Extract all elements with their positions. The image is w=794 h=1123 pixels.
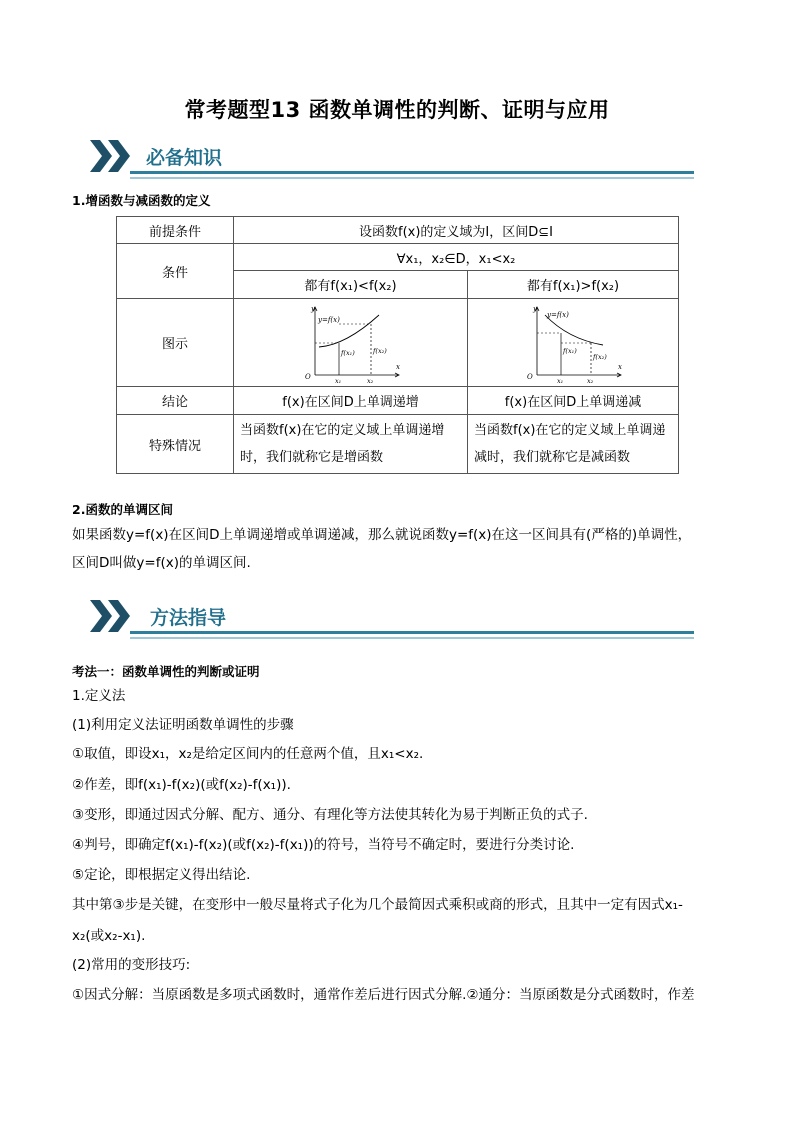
graph-label: 图示 (117, 299, 234, 387)
double-chevron-icon (88, 136, 138, 176)
increasing-function-graph (301, 303, 401, 383)
condition-increasing: 都有f(x₁)<f(x₂) (234, 271, 468, 299)
graph-decreasing-cell (468, 299, 679, 387)
svg-text:x₂: x₂ (587, 376, 594, 383)
svg-text:y: y (310, 304, 315, 313)
svg-text:x: x (395, 362, 400, 371)
section-heading-2: 2.函数的单调区间 (72, 502, 173, 517)
svg-text:x₁: x₁ (334, 376, 341, 383)
section-banner-method (88, 596, 694, 640)
definition-table (116, 216, 679, 474)
paragraph-line: 如果函数y=f(x)在区间D上单调递增或单调递减，那么就说函数y=f(x)在这一区间具有(严格的)单调性， (72, 527, 692, 543)
svg-text:O: O (527, 372, 533, 381)
svg-text:y=f(x): y=f(x) (547, 310, 569, 319)
method-line: x₂(或x₂-x₁). (72, 928, 146, 944)
graph-increasing-cell (234, 299, 468, 387)
special-increasing: 当函数f(x)在它的定义域上单调递增时，我们就称它是增函数 (234, 415, 468, 474)
svg-text:f(x₁): f(x₁) (340, 348, 355, 357)
conclusion-increasing: f(x)在区间D上单调递增 (234, 387, 468, 415)
method-heading: 考法一：函数单调性的判断或证明 (72, 664, 260, 679)
svg-text:O: O (304, 372, 311, 381)
conclusion-label: 结论 (117, 387, 234, 415)
method-step: ③变形，即通过因式分解、配方、通分、有理化等方法使其转化为易于判断正负的式子. (72, 807, 588, 823)
premise-value: 设函数f(x)的定义域为I，区间D⊆I (234, 217, 679, 244)
svg-text:y=f(x): y=f(x) (317, 315, 340, 324)
svg-text:x₂: x₂ (366, 376, 373, 383)
decreasing-function-graph (523, 303, 623, 383)
method-line: 1.定义法 (72, 688, 126, 704)
special-decreasing: 当函数f(x)在它的定义域上单调递减时，我们就称它是减函数 (468, 415, 679, 474)
svg-text:y: y (533, 304, 537, 313)
section-heading-1: 1.增函数与减函数的定义 (72, 193, 211, 208)
method-step: ①取值，即设x₁，x₂是给定区间内的任意两个值，且x₁<x₂. (72, 746, 424, 762)
section-banner-knowledge (88, 136, 694, 180)
method-line: (2)常用的变形技巧: (72, 957, 191, 973)
svg-text:x: x (618, 362, 622, 371)
premise-label: 前提条件 (117, 217, 234, 244)
condition-decreasing: 都有f(x₁)>f(x₂) (468, 271, 679, 299)
svg-text:f(x₁): f(x₁) (563, 346, 577, 355)
special-label: 特殊情况 (117, 415, 234, 474)
method-line: (1)利用定义法证明函数单调性的步骤 (72, 717, 294, 733)
method-step: ④判号，即确定f(x₁)-f(x₂)(或f(x₂)-f(x₁))的符号，当符号不确定时，要进行分类讨论. (72, 837, 575, 853)
svg-text:x₁: x₁ (557, 376, 564, 383)
svg-text:f(x₂): f(x₂) (593, 352, 607, 361)
condition-value: ∀x₁，x₂∈D，x₁<x₂ (234, 244, 679, 271)
banner-label: 方法指导 (150, 607, 227, 629)
svg-text:f(x₂): f(x₂) (372, 346, 387, 355)
page-title: 常考题型13 函数单调性的判断、证明与应用 (184, 98, 610, 122)
method-step: ⑤定论，即根据定义得出结论. (72, 867, 251, 883)
banner-label: 必备知识 (146, 147, 223, 169)
conclusion-decreasing: f(x)在区间D上单调递减 (468, 387, 679, 415)
method-step: ②作差，即f(x₁)-f(x₂)(或f(x₂)-f(x₁)). (72, 777, 291, 793)
condition-label: 条件 (117, 244, 234, 299)
double-chevron-icon (88, 596, 138, 636)
method-line: ①因式分解：当原函数是多项式函数时，通常作差后进行因式分解.②通分：当原函数是分式函数时，作差 (72, 987, 695, 1003)
paragraph-line: 区间D叫做y=f(x)的单调区间. (72, 555, 251, 571)
method-line: 其中第③步是关键，在变形中一般尽量将式子化为几个最简因式乘积或商的形式，且其中一定有因式x₁- (72, 897, 683, 913)
